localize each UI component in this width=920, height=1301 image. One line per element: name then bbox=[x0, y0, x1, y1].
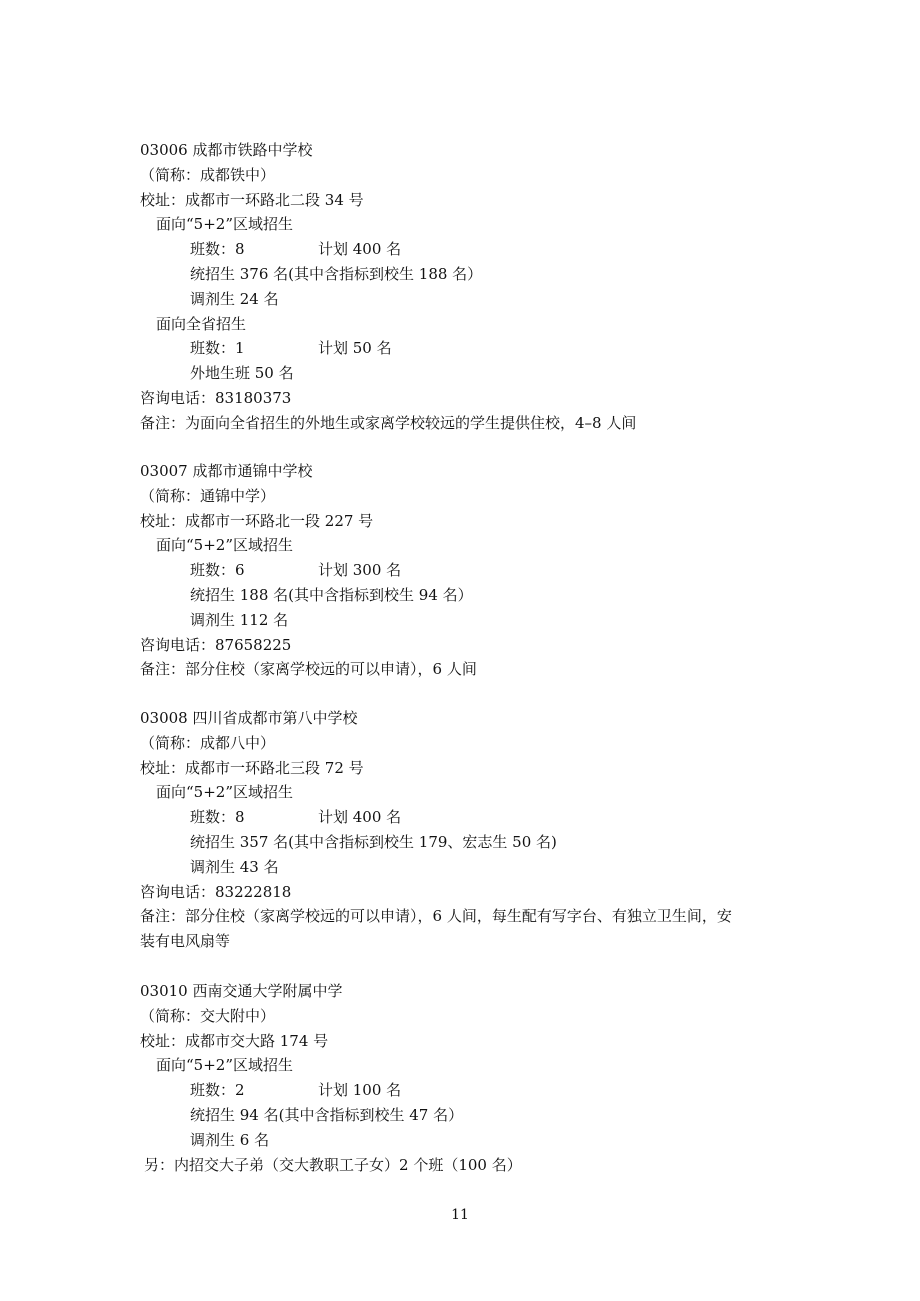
adjusted-enrollment: 调剂生 6 名 bbox=[190, 1130, 270, 1149]
class-count: 班数：2 bbox=[190, 1081, 245, 1100]
school-heading: 03006 成都市铁路中学校 bbox=[140, 141, 313, 159]
enrollment-plan: 计划 50 名 bbox=[318, 339, 392, 358]
school-note-line-2: 装有电风扇等 bbox=[140, 932, 231, 951]
class-plan-row bbox=[140, 558, 820, 583]
region-label: 面向“5+2”区域招生 bbox=[156, 1056, 293, 1075]
school-short-name: （简称：成都铁中） bbox=[140, 165, 276, 184]
regular-enrollment: 统招生 376 名(其中含指标到校生 188 名） bbox=[190, 264, 483, 283]
school-address: 校址：成都市一环路北三段 72 号 bbox=[140, 758, 364, 777]
page-number: 11 bbox=[451, 1207, 469, 1223]
school-short-name: （简称：交大附中） bbox=[140, 1006, 276, 1025]
class-count: 班数：8 bbox=[190, 808, 245, 827]
school-entry-03010 bbox=[140, 979, 820, 1177]
region-label: 面向“5+2”区域招生 bbox=[156, 215, 293, 234]
school-heading: 03007 成都市通锦中学校 bbox=[140, 462, 313, 480]
school-address: 校址：成都市一环路北二段 34 号 bbox=[140, 190, 364, 209]
school-note-line-1: 备注：部分住校（家离学校远的可以申请），6 人间，每生配有写字台、有独立卫生间，安 bbox=[140, 907, 732, 926]
out-of-town-class: 外地生班 50 名 bbox=[190, 364, 294, 383]
region-label: 面向全省招生 bbox=[156, 314, 247, 333]
class-count: 班数：6 bbox=[190, 561, 245, 580]
school-note: 备注：部分住校（家离学校远的可以申请），6 人间 bbox=[140, 660, 477, 679]
additional-note: 另：内招交大子弟（交大教职工子女）2 个班（100 名） bbox=[144, 1155, 522, 1174]
consult-phone: 咨询电话：87658225 bbox=[140, 635, 292, 654]
school-entry-03008 bbox=[140, 706, 820, 954]
school-address: 校址：成都市一环路北一段 227 号 bbox=[140, 511, 374, 530]
school-address: 校址：成都市交大路 174 号 bbox=[140, 1031, 329, 1050]
class-plan-row bbox=[140, 336, 820, 361]
class-count: 班数：8 bbox=[190, 240, 245, 259]
class-plan-row bbox=[140, 1078, 820, 1103]
regular-enrollment: 统招生 94 名(其中含指标到校生 47 名） bbox=[190, 1105, 464, 1124]
school-short-name: （简称：成都八中） bbox=[140, 733, 276, 752]
school-heading: 03008 四川省成都市第八中学校 bbox=[140, 709, 358, 727]
enrollment-plan: 计划 100 名 bbox=[318, 1081, 402, 1100]
school-entry-03006 bbox=[140, 138, 820, 436]
school-short-name: （简称：通锦中学） bbox=[140, 486, 276, 505]
regular-enrollment: 统招生 357 名(其中含指标到校生 179、宏志生 50 名) bbox=[190, 832, 557, 851]
enrollment-plan: 计划 400 名 bbox=[318, 240, 402, 259]
class-plan-row bbox=[140, 237, 820, 262]
adjusted-enrollment: 调剂生 43 名 bbox=[190, 857, 279, 876]
adjusted-enrollment: 调剂生 112 名 bbox=[190, 610, 289, 629]
region-label: 面向“5+2”区域招生 bbox=[156, 536, 293, 555]
consult-phone: 咨询电话：83180373 bbox=[140, 388, 292, 407]
school-heading: 03010 西南交通大学附属中学 bbox=[140, 982, 343, 1000]
region-label: 面向“5+2”区域招生 bbox=[156, 783, 293, 802]
adjusted-enrollment: 调剂生 24 名 bbox=[190, 289, 279, 308]
regular-enrollment: 统招生 188 名(其中含指标到校生 94 名） bbox=[190, 585, 473, 604]
consult-phone: 咨询电话：83222818 bbox=[140, 882, 292, 901]
class-plan-row bbox=[140, 805, 820, 830]
school-entry-03007 bbox=[140, 459, 820, 682]
enrollment-plan: 计划 300 名 bbox=[318, 561, 402, 580]
class-count: 班数：1 bbox=[190, 339, 245, 358]
school-note: 备注：为面向全省招生的外地生或家离学校较远的学生提供住校，4–8 人间 bbox=[140, 413, 637, 432]
enrollment-plan: 计划 400 名 bbox=[318, 808, 402, 827]
